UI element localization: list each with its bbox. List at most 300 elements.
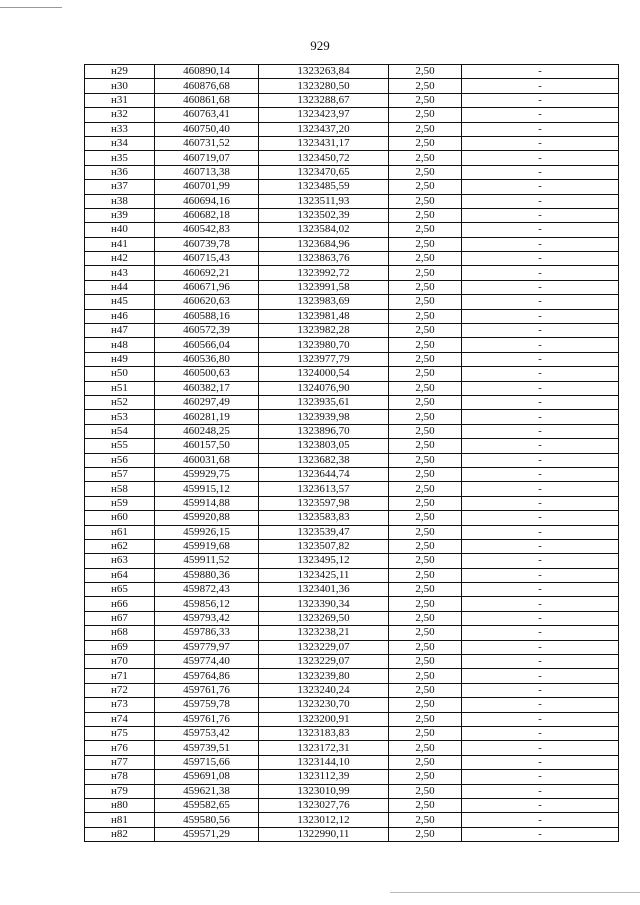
- x-coordinate-cell: 460281,19: [155, 410, 259, 424]
- y-coordinate-cell: 1323200,91: [259, 712, 389, 726]
- x-coordinate-cell: 460297,49: [155, 395, 259, 409]
- y-coordinate-cell: 1324000,54: [259, 367, 389, 381]
- x-coordinate-cell: 460542,83: [155, 223, 259, 237]
- x-coordinate-cell: 459691,08: [155, 770, 259, 784]
- table-row: [85, 367, 619, 381]
- accuracy-cell: 2,50: [389, 237, 462, 251]
- point-id-cell: н42: [85, 252, 155, 266]
- y-coordinate-cell: 1323977,79: [259, 352, 389, 366]
- x-coordinate-cell: 459856,12: [155, 597, 259, 611]
- y-coordinate-cell: 1322990,11: [259, 827, 389, 841]
- accuracy-cell: 2,50: [389, 381, 462, 395]
- table-row: [85, 511, 619, 525]
- x-coordinate-cell: 460876,68: [155, 79, 259, 93]
- y-coordinate-cell: 1323425,11: [259, 568, 389, 582]
- note-cell: -: [462, 352, 619, 366]
- accuracy-cell: 2,50: [389, 324, 462, 338]
- note-cell: -: [462, 453, 619, 467]
- y-coordinate-cell: 1323280,50: [259, 79, 389, 93]
- note-cell: -: [462, 108, 619, 122]
- x-coordinate-cell: 459926,15: [155, 525, 259, 539]
- point-id-cell: н60: [85, 511, 155, 525]
- x-coordinate-cell: 460701,99: [155, 180, 259, 194]
- point-id-cell: н49: [85, 352, 155, 366]
- x-coordinate-cell: 459793,42: [155, 611, 259, 625]
- y-coordinate-cell: 1323437,20: [259, 122, 389, 136]
- point-id-cell: н70: [85, 655, 155, 669]
- note-cell: -: [462, 381, 619, 395]
- x-coordinate-cell: 460731,52: [155, 136, 259, 150]
- x-coordinate-cell: 460500,63: [155, 367, 259, 381]
- y-coordinate-cell: 1323390,34: [259, 597, 389, 611]
- note-cell: -: [462, 93, 619, 107]
- table-row: [85, 280, 619, 294]
- point-id-cell: н31: [85, 93, 155, 107]
- accuracy-cell: 2,50: [389, 741, 462, 755]
- accuracy-cell: 2,50: [389, 151, 462, 165]
- point-id-cell: н48: [85, 338, 155, 352]
- note-cell: -: [462, 122, 619, 136]
- table-row: [85, 223, 619, 237]
- y-coordinate-cell: 1323288,67: [259, 93, 389, 107]
- accuracy-cell: 2,50: [389, 784, 462, 798]
- point-id-cell: н29: [85, 65, 155, 79]
- x-coordinate-cell: 460861,68: [155, 93, 259, 107]
- table-row: [85, 338, 619, 352]
- point-id-cell: н64: [85, 568, 155, 582]
- note-cell: -: [462, 295, 619, 309]
- note-cell: -: [462, 698, 619, 712]
- x-coordinate-cell: 459915,12: [155, 482, 259, 496]
- point-id-cell: н36: [85, 165, 155, 179]
- y-coordinate-cell: 1323172,31: [259, 741, 389, 755]
- x-coordinate-cell: 460588,16: [155, 309, 259, 323]
- y-coordinate-cell: 1323507,82: [259, 539, 389, 553]
- table-row: [85, 180, 619, 194]
- accuracy-cell: 2,50: [389, 295, 462, 309]
- note-cell: -: [462, 252, 619, 266]
- table-row: [85, 726, 619, 740]
- point-id-cell: н68: [85, 626, 155, 640]
- y-coordinate-cell: 1323112,39: [259, 770, 389, 784]
- table-row: [85, 352, 619, 366]
- table-row: [85, 496, 619, 510]
- table-row: [85, 755, 619, 769]
- note-cell: -: [462, 798, 619, 812]
- y-coordinate-cell: 1323896,70: [259, 424, 389, 438]
- y-coordinate-cell: 1323495,12: [259, 554, 389, 568]
- y-coordinate-cell: 1323981,48: [259, 309, 389, 323]
- note-cell: -: [462, 410, 619, 424]
- y-coordinate-cell: 1323935,61: [259, 395, 389, 409]
- table-row: [85, 583, 619, 597]
- point-id-cell: н82: [85, 827, 155, 841]
- note-cell: -: [462, 482, 619, 496]
- accuracy-cell: 2,50: [389, 453, 462, 467]
- table-row: [85, 151, 619, 165]
- note-cell: -: [462, 180, 619, 194]
- point-id-cell: н32: [85, 108, 155, 122]
- y-coordinate-cell: 1323485,59: [259, 180, 389, 194]
- point-id-cell: н67: [85, 611, 155, 625]
- table-row: [85, 65, 619, 79]
- note-cell: -: [462, 237, 619, 251]
- point-id-cell: н45: [85, 295, 155, 309]
- y-coordinate-cell: 1324076,90: [259, 381, 389, 395]
- y-coordinate-cell: 1323644,74: [259, 467, 389, 481]
- accuracy-cell: 2,50: [389, 669, 462, 683]
- y-coordinate-cell: 1323980,70: [259, 338, 389, 352]
- table-row: [85, 698, 619, 712]
- table-row: [85, 410, 619, 424]
- x-coordinate-cell: 459872,43: [155, 583, 259, 597]
- accuracy-cell: 2,50: [389, 770, 462, 784]
- note-cell: -: [462, 194, 619, 208]
- x-coordinate-cell: 459774,40: [155, 655, 259, 669]
- y-coordinate-cell: 1323238,21: [259, 626, 389, 640]
- point-id-cell: н38: [85, 194, 155, 208]
- point-id-cell: н59: [85, 496, 155, 510]
- x-coordinate-cell: 459753,42: [155, 726, 259, 740]
- point-id-cell: н41: [85, 237, 155, 251]
- note-cell: -: [462, 827, 619, 841]
- accuracy-cell: 2,50: [389, 338, 462, 352]
- table-row: [85, 669, 619, 683]
- point-id-cell: н75: [85, 726, 155, 740]
- table-row: [85, 712, 619, 726]
- y-coordinate-cell: 1323613,57: [259, 482, 389, 496]
- table-row: [85, 237, 619, 251]
- x-coordinate-cell: 459621,38: [155, 784, 259, 798]
- note-cell: -: [462, 683, 619, 697]
- accuracy-cell: 2,50: [389, 208, 462, 222]
- point-id-cell: н40: [85, 223, 155, 237]
- table-row: [85, 784, 619, 798]
- y-coordinate-cell: 1323583,83: [259, 511, 389, 525]
- x-coordinate-cell: 460566,04: [155, 338, 259, 352]
- note-cell: -: [462, 151, 619, 165]
- y-coordinate-cell: 1323269,50: [259, 611, 389, 625]
- point-id-cell: н51: [85, 381, 155, 395]
- accuracy-cell: 2,50: [389, 640, 462, 654]
- x-coordinate-cell: 459761,76: [155, 712, 259, 726]
- point-id-cell: н81: [85, 813, 155, 827]
- corner-rule: [0, 7, 62, 8]
- note-cell: -: [462, 266, 619, 280]
- x-coordinate-cell: 459759,78: [155, 698, 259, 712]
- accuracy-cell: 2,50: [389, 755, 462, 769]
- y-coordinate-cell: 1323992,72: [259, 266, 389, 280]
- point-id-cell: н71: [85, 669, 155, 683]
- note-cell: -: [462, 539, 619, 553]
- table-row: [85, 827, 619, 841]
- accuracy-cell: 2,50: [389, 352, 462, 366]
- accuracy-cell: 2,50: [389, 798, 462, 812]
- point-id-cell: н58: [85, 482, 155, 496]
- x-coordinate-cell: 459739,51: [155, 741, 259, 755]
- accuracy-cell: 2,50: [389, 194, 462, 208]
- accuracy-cell: 2,50: [389, 309, 462, 323]
- coordinates-table: [84, 64, 619, 842]
- accuracy-cell: 2,50: [389, 827, 462, 841]
- y-coordinate-cell: 1323239,80: [259, 669, 389, 683]
- point-id-cell: н50: [85, 367, 155, 381]
- y-coordinate-cell: 1323539,47: [259, 525, 389, 539]
- note-cell: -: [462, 496, 619, 510]
- note-cell: -: [462, 280, 619, 294]
- point-id-cell: н52: [85, 395, 155, 409]
- table-row: [85, 208, 619, 222]
- y-coordinate-cell: 1323983,69: [259, 295, 389, 309]
- table-row: [85, 424, 619, 438]
- x-coordinate-cell: 459914,88: [155, 496, 259, 510]
- point-id-cell: н65: [85, 583, 155, 597]
- note-cell: -: [462, 568, 619, 582]
- accuracy-cell: 2,50: [389, 712, 462, 726]
- note-cell: -: [462, 467, 619, 481]
- point-id-cell: н80: [85, 798, 155, 812]
- note-cell: -: [462, 813, 619, 827]
- table-row: [85, 626, 619, 640]
- table-row: [85, 525, 619, 539]
- accuracy-cell: 2,50: [389, 511, 462, 525]
- x-coordinate-cell: 459571,29: [155, 827, 259, 841]
- point-id-cell: н55: [85, 439, 155, 453]
- x-coordinate-cell: 459779,97: [155, 640, 259, 654]
- note-cell: -: [462, 511, 619, 525]
- accuracy-cell: 2,50: [389, 65, 462, 79]
- accuracy-cell: 2,50: [389, 482, 462, 496]
- note-cell: -: [462, 338, 619, 352]
- table-row: [85, 266, 619, 280]
- accuracy-cell: 2,50: [389, 568, 462, 582]
- note-cell: -: [462, 165, 619, 179]
- table-row: [85, 597, 619, 611]
- x-coordinate-cell: 459929,75: [155, 467, 259, 481]
- y-coordinate-cell: 1323450,72: [259, 151, 389, 165]
- table-row: [85, 655, 619, 669]
- accuracy-cell: 2,50: [389, 496, 462, 510]
- point-id-cell: н43: [85, 266, 155, 280]
- note-cell: -: [462, 223, 619, 237]
- y-coordinate-cell: 1323684,96: [259, 237, 389, 251]
- note-cell: -: [462, 597, 619, 611]
- x-coordinate-cell: 460713,38: [155, 165, 259, 179]
- y-coordinate-cell: 1323144,10: [259, 755, 389, 769]
- y-coordinate-cell: 1323803,05: [259, 439, 389, 453]
- point-id-cell: н62: [85, 539, 155, 553]
- accuracy-cell: 2,50: [389, 93, 462, 107]
- table-row: [85, 554, 619, 568]
- note-cell: -: [462, 439, 619, 453]
- x-coordinate-cell: 460763,41: [155, 108, 259, 122]
- table-row: [85, 136, 619, 150]
- note-cell: -: [462, 784, 619, 798]
- table-row: [85, 813, 619, 827]
- footer-rule: [390, 892, 640, 893]
- table-row: [85, 482, 619, 496]
- accuracy-cell: 2,50: [389, 79, 462, 93]
- note-cell: -: [462, 65, 619, 79]
- y-coordinate-cell: 1323991,58: [259, 280, 389, 294]
- y-coordinate-cell: 1323027,76: [259, 798, 389, 812]
- point-id-cell: н74: [85, 712, 155, 726]
- point-id-cell: н69: [85, 640, 155, 654]
- x-coordinate-cell: 460692,21: [155, 266, 259, 280]
- point-id-cell: н66: [85, 597, 155, 611]
- accuracy-cell: 2,50: [389, 395, 462, 409]
- x-coordinate-cell: 459786,33: [155, 626, 259, 640]
- point-id-cell: н56: [85, 453, 155, 467]
- table-row: [85, 568, 619, 582]
- note-cell: -: [462, 424, 619, 438]
- accuracy-cell: 2,50: [389, 424, 462, 438]
- x-coordinate-cell: 460536,80: [155, 352, 259, 366]
- y-coordinate-cell: 1323982,28: [259, 324, 389, 338]
- note-cell: -: [462, 626, 619, 640]
- point-id-cell: н63: [85, 554, 155, 568]
- x-coordinate-cell: 460715,43: [155, 252, 259, 266]
- table-row: [85, 640, 619, 654]
- accuracy-cell: 2,50: [389, 626, 462, 640]
- point-id-cell: н33: [85, 122, 155, 136]
- accuracy-cell: 2,50: [389, 280, 462, 294]
- point-id-cell: н47: [85, 324, 155, 338]
- coordinates-table-body: [85, 65, 619, 842]
- x-coordinate-cell: 459764,86: [155, 669, 259, 683]
- accuracy-cell: 2,50: [389, 136, 462, 150]
- y-coordinate-cell: 1323502,39: [259, 208, 389, 222]
- y-coordinate-cell: 1323511,93: [259, 194, 389, 208]
- point-id-cell: н53: [85, 410, 155, 424]
- accuracy-cell: 2,50: [389, 108, 462, 122]
- point-id-cell: н54: [85, 424, 155, 438]
- accuracy-cell: 2,50: [389, 583, 462, 597]
- y-coordinate-cell: 1323863,76: [259, 252, 389, 266]
- table-row: [85, 252, 619, 266]
- x-coordinate-cell: 459919,68: [155, 539, 259, 553]
- table-row: [85, 467, 619, 481]
- accuracy-cell: 2,50: [389, 554, 462, 568]
- y-coordinate-cell: 1323682,38: [259, 453, 389, 467]
- y-coordinate-cell: 1323431,17: [259, 136, 389, 150]
- note-cell: -: [462, 79, 619, 93]
- x-coordinate-cell: 460739,78: [155, 237, 259, 251]
- table-row: [85, 79, 619, 93]
- accuracy-cell: 2,50: [389, 525, 462, 539]
- accuracy-cell: 2,50: [389, 726, 462, 740]
- y-coordinate-cell: 1323183,83: [259, 726, 389, 740]
- table-row: [85, 798, 619, 812]
- x-coordinate-cell: 459880,36: [155, 568, 259, 582]
- note-cell: -: [462, 655, 619, 669]
- y-coordinate-cell: 1323229,07: [259, 655, 389, 669]
- point-id-cell: н44: [85, 280, 155, 294]
- accuracy-cell: 2,50: [389, 655, 462, 669]
- x-coordinate-cell: 460750,40: [155, 122, 259, 136]
- y-coordinate-cell: 1323597,98: [259, 496, 389, 510]
- table-row: [85, 395, 619, 409]
- x-coordinate-cell: 459911,52: [155, 554, 259, 568]
- point-id-cell: н46: [85, 309, 155, 323]
- x-coordinate-cell: 460890,14: [155, 65, 259, 79]
- note-cell: -: [462, 324, 619, 338]
- table-row: [85, 770, 619, 784]
- point-id-cell: н39: [85, 208, 155, 222]
- point-id-cell: н79: [85, 784, 155, 798]
- accuracy-cell: 2,50: [389, 367, 462, 381]
- y-coordinate-cell: 1323939,98: [259, 410, 389, 424]
- point-id-cell: н35: [85, 151, 155, 165]
- point-id-cell: н61: [85, 525, 155, 539]
- table-row: [85, 108, 619, 122]
- y-coordinate-cell: 1323423,97: [259, 108, 389, 122]
- x-coordinate-cell: 460694,16: [155, 194, 259, 208]
- x-coordinate-cell: 459582,65: [155, 798, 259, 812]
- accuracy-cell: 2,50: [389, 539, 462, 553]
- note-cell: -: [462, 770, 619, 784]
- y-coordinate-cell: 1323401,36: [259, 583, 389, 597]
- table-row: [85, 295, 619, 309]
- x-coordinate-cell: 460719,07: [155, 151, 259, 165]
- accuracy-cell: 2,50: [389, 683, 462, 697]
- table-row: [85, 122, 619, 136]
- note-cell: -: [462, 640, 619, 654]
- note-cell: -: [462, 712, 619, 726]
- accuracy-cell: 2,50: [389, 467, 462, 481]
- accuracy-cell: 2,50: [389, 122, 462, 136]
- accuracy-cell: 2,50: [389, 165, 462, 179]
- note-cell: -: [462, 208, 619, 222]
- point-id-cell: н78: [85, 770, 155, 784]
- table-row: [85, 539, 619, 553]
- x-coordinate-cell: 460620,63: [155, 295, 259, 309]
- y-coordinate-cell: 1323012,12: [259, 813, 389, 827]
- x-coordinate-cell: 460382,17: [155, 381, 259, 395]
- accuracy-cell: 2,50: [389, 223, 462, 237]
- point-id-cell: н72: [85, 683, 155, 697]
- accuracy-cell: 2,50: [389, 439, 462, 453]
- note-cell: -: [462, 309, 619, 323]
- note-cell: -: [462, 525, 619, 539]
- point-id-cell: н77: [85, 755, 155, 769]
- x-coordinate-cell: 459715,66: [155, 755, 259, 769]
- table-row: [85, 165, 619, 179]
- table-row: [85, 741, 619, 755]
- note-cell: -: [462, 611, 619, 625]
- accuracy-cell: 2,50: [389, 410, 462, 424]
- table-row: [85, 453, 619, 467]
- point-id-cell: н73: [85, 698, 155, 712]
- x-coordinate-cell: 460031,68: [155, 453, 259, 467]
- table-row: [85, 309, 619, 323]
- table-row: [85, 683, 619, 697]
- accuracy-cell: 2,50: [389, 698, 462, 712]
- y-coordinate-cell: 1323240,24: [259, 683, 389, 697]
- x-coordinate-cell: 459761,76: [155, 683, 259, 697]
- accuracy-cell: 2,50: [389, 252, 462, 266]
- table-row: [85, 324, 619, 338]
- x-coordinate-cell: 459580,56: [155, 813, 259, 827]
- note-cell: -: [462, 741, 619, 755]
- point-id-cell: н34: [85, 136, 155, 150]
- y-coordinate-cell: 1323010,99: [259, 784, 389, 798]
- y-coordinate-cell: 1323230,70: [259, 698, 389, 712]
- y-coordinate-cell: 1323263,84: [259, 65, 389, 79]
- note-cell: -: [462, 395, 619, 409]
- x-coordinate-cell: 460248,25: [155, 424, 259, 438]
- y-coordinate-cell: 1323229,07: [259, 640, 389, 654]
